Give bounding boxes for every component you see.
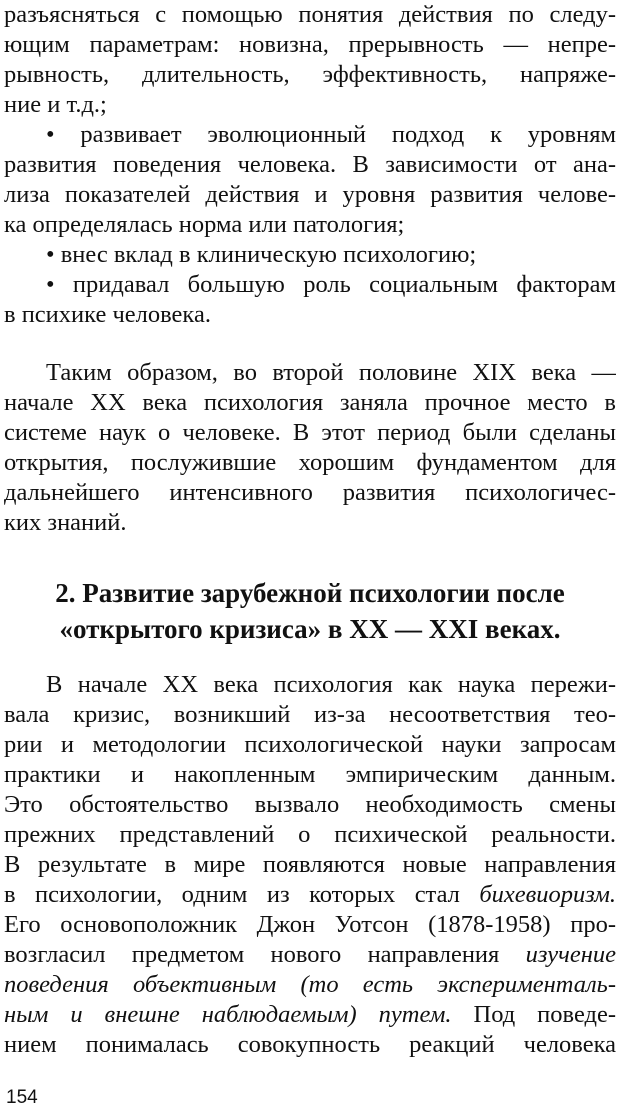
text-line: открытия, послужившие хорошим фундаментом для bbox=[4, 449, 616, 476]
bullet-item: • внес вклад в клиническую психологию; bbox=[46, 241, 477, 268]
text-line: Это обстоятельство вызвало необходимость смены bbox=[4, 791, 616, 818]
text-span: возгласил предметом нового направления bbox=[4, 941, 526, 968]
text-line: рии и методологии психологической науки запросам bbox=[4, 731, 616, 758]
text-line: В результате в мире появляются новые направления bbox=[4, 851, 616, 878]
text-line: разъясняться с помощью понятия действия по следу- bbox=[4, 1, 616, 28]
italic-term: бихевиоризм. bbox=[479, 881, 616, 908]
text-line: ких знаний. bbox=[4, 509, 127, 536]
italic-line: поведения объективным (то есть эксперименталь- bbox=[4, 971, 616, 998]
text-line: системе наук о человеке. В этот период были сделаны bbox=[4, 419, 616, 446]
text-line: ние и т.д.; bbox=[4, 91, 107, 118]
text-line: рывность, длительность, эффективность, напряже- bbox=[4, 61, 616, 88]
text-span: Под поведе- bbox=[451, 1001, 616, 1028]
text-line bbox=[4, 1000, 616, 1030]
text-line: в психике человека. bbox=[4, 301, 211, 328]
text-line: вала кризис, возникший из-за несоответствия тео- bbox=[4, 701, 616, 728]
text-line: нием понималась совокупность реакций человека bbox=[4, 1031, 616, 1058]
paragraph-start: Таким образом, во второй половине XIX века — bbox=[46, 359, 616, 386]
text-line: Его основоположник Джон Уотсон (1878-1958) про- bbox=[4, 911, 616, 938]
text-span: в психологии, одним из которых стал bbox=[4, 881, 480, 908]
bullet-item: • придавал большую роль социальным факторам bbox=[46, 271, 616, 298]
text-line: развития поведения человека. В зависимости от ана- bbox=[4, 151, 616, 178]
text-line: ка определялась норма или патология; bbox=[4, 211, 405, 238]
paragraph-start: В начале XX века психология как наука пережи- bbox=[46, 671, 616, 698]
text-line: дальнейшего интенсивного развития психологичес- bbox=[4, 479, 616, 506]
text-line: практики и накопленным эмпирическим данным. bbox=[4, 761, 616, 788]
page-number: 154 bbox=[6, 1087, 38, 1108]
italic-term: изучение bbox=[525, 941, 616, 968]
text-line bbox=[4, 880, 616, 910]
text-line: ющим параметрам: новизна, прерывность — непре- bbox=[4, 31, 616, 58]
section-heading: «открытого кризиса» в XX — XXI веках. bbox=[59, 614, 561, 644]
text-line bbox=[4, 940, 616, 970]
text-line: прежних представлений о психической реальности. bbox=[4, 821, 616, 848]
italic-term: ным и внешне наблюдаемым) путем. bbox=[4, 1001, 452, 1028]
text-line: начале XX века психология заняла прочное место в bbox=[4, 389, 616, 416]
bullet-item: • развивает эволюционный подход к уровням bbox=[46, 121, 616, 148]
section-heading: 2. Развитие зарубежной психологии после bbox=[55, 578, 565, 608]
text-line: лиза показателей действия и уровня развития челове- bbox=[4, 181, 616, 208]
